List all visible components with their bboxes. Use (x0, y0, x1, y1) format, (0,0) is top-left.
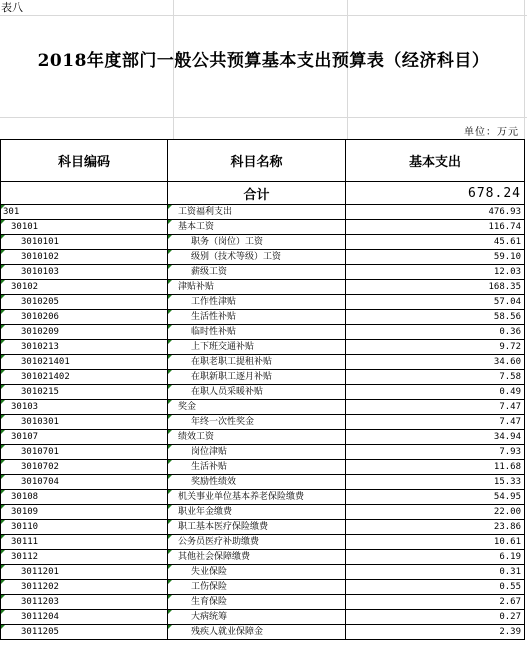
table-row (1, 625, 525, 640)
header-name: 科目名称 (168, 140, 346, 182)
name-cell (168, 550, 346, 565)
cell-marker-icon (168, 265, 172, 269)
code-cell (1, 595, 168, 610)
cell-marker-icon (168, 385, 172, 389)
cell-marker-icon (1, 310, 5, 314)
cell-marker-icon (168, 430, 172, 434)
cell-marker-icon (168, 580, 172, 584)
code-cell (1, 580, 168, 595)
table-row (1, 580, 525, 595)
code-text: 30108 (11, 492, 39, 502)
code-cell (1, 445, 168, 460)
name-text: 在职新职工逐月补贴 (191, 372, 273, 382)
amount-cell: 2.67 (346, 595, 525, 610)
code-cell (1, 505, 168, 520)
cell-marker-icon (168, 505, 172, 509)
name-text: 上下班交通补贴 (191, 342, 255, 352)
unit-label: 单位：万元 (464, 127, 519, 138)
amount-cell: 0.55 (346, 580, 525, 595)
total-code-cell (1, 182, 168, 205)
name-text: 生育保险 (191, 597, 228, 607)
cell-marker-icon (168, 370, 172, 374)
name-text: 奖金 (178, 402, 197, 412)
name-text: 大病统筹 (191, 612, 228, 622)
code-cell (1, 520, 168, 535)
name-cell (168, 295, 346, 310)
amount-cell: 7.47 (346, 415, 525, 430)
name-text: 薪级工资 (191, 267, 228, 277)
code-text: 3010301 (21, 417, 59, 427)
table-row (1, 355, 525, 370)
gridline (0, 15, 527, 16)
name-cell (168, 625, 346, 640)
cell-marker-icon (168, 400, 172, 404)
name-text: 岗位津贴 (191, 447, 228, 457)
table-row (1, 490, 525, 505)
cell-marker-icon (168, 445, 172, 449)
code-text: 3010103 (21, 267, 59, 277)
name-cell (168, 385, 346, 400)
code-cell (1, 565, 168, 580)
name-text: 级别（技术等级）工资 (191, 252, 282, 262)
cell-marker-icon (1, 205, 5, 209)
name-cell (168, 415, 346, 430)
table-row (1, 505, 525, 520)
cell-marker-icon (1, 625, 5, 629)
cell-marker-icon (1, 610, 5, 614)
cell-marker-icon (168, 595, 172, 599)
name-cell (168, 580, 346, 595)
table-row (1, 430, 525, 445)
code-cell (1, 400, 168, 415)
cell-marker-icon (1, 415, 5, 419)
name-text: 临时性补贴 (191, 327, 237, 337)
table-row (1, 205, 525, 220)
amount-cell: 9.72 (346, 340, 525, 355)
code-cell (1, 250, 168, 265)
code-text: 30112 (11, 552, 39, 562)
table-row (1, 310, 525, 325)
cell-marker-icon (168, 325, 172, 329)
name-text: 生活补贴 (191, 462, 228, 472)
gridline (0, 117, 527, 118)
code-text: 30107 (11, 432, 39, 442)
amount-cell: 57.04 (346, 295, 525, 310)
cell-marker-icon (1, 280, 5, 284)
cell-marker-icon (1, 505, 5, 509)
header-amount: 基本支出 (346, 140, 525, 182)
cell-marker-icon (168, 295, 172, 299)
name-text: 在职老职工提租补贴 (191, 357, 273, 367)
name-cell (168, 325, 346, 340)
code-cell (1, 205, 168, 220)
name-cell (168, 565, 346, 580)
cell-marker-icon (168, 415, 172, 419)
cell-marker-icon (1, 400, 5, 404)
code-text: 30102 (11, 282, 39, 292)
name-cell (168, 475, 346, 490)
amount-cell: 168.35 (346, 280, 525, 295)
table-row (1, 610, 525, 625)
sheet-label: 表八 (1, 1, 23, 14)
amount-cell: 58.56 (346, 310, 525, 325)
code-cell (1, 430, 168, 445)
name-text: 在职人员采暖补贴 (191, 387, 264, 397)
cell-marker-icon (168, 625, 172, 629)
code-text: 30109 (11, 507, 39, 517)
table-row (1, 265, 525, 280)
cell-marker-icon (1, 535, 5, 539)
code-text: 3010206 (21, 312, 59, 322)
header-row (1, 140, 525, 182)
name-text: 失业保险 (191, 567, 228, 577)
code-text: 3011202 (21, 582, 59, 592)
cell-marker-icon (1, 430, 5, 434)
amount-cell: 54.95 (346, 490, 525, 505)
name-text: 年终一次性奖金 (191, 417, 255, 427)
cell-marker-icon (168, 550, 172, 554)
name-text: 残疾人就业保障金 (191, 627, 264, 637)
amount-cell: 0.49 (346, 385, 525, 400)
name-text: 工资福利支出 (178, 207, 233, 217)
amount-cell: 6.19 (346, 550, 525, 565)
code-cell (1, 295, 168, 310)
name-cell (168, 265, 346, 280)
budget-table (0, 139, 525, 640)
amount-cell: 476.93 (346, 205, 525, 220)
code-text: 3010101 (21, 237, 59, 247)
amount-cell: 7.47 (346, 400, 525, 415)
code-cell (1, 310, 168, 325)
cell-marker-icon (168, 280, 172, 284)
table-row (1, 595, 525, 610)
table-row (1, 340, 525, 355)
amount-cell: 0.36 (346, 325, 525, 340)
table-row (1, 295, 525, 310)
code-cell (1, 340, 168, 355)
amount-cell: 7.93 (346, 445, 525, 460)
amount-cell: 2.39 (346, 625, 525, 640)
name-cell (168, 310, 346, 325)
code-text: 3010702 (21, 462, 59, 472)
cell-marker-icon (168, 235, 172, 239)
name-cell (168, 355, 346, 370)
code-text: 3010205 (21, 297, 59, 307)
amount-cell: 34.60 (346, 355, 525, 370)
amount-cell: 22.00 (346, 505, 525, 520)
table-row (1, 325, 525, 340)
table-row (1, 460, 525, 475)
name-cell (168, 520, 346, 535)
name-cell (168, 610, 346, 625)
code-cell (1, 625, 168, 640)
name-cell (168, 205, 346, 220)
code-cell (1, 280, 168, 295)
code-text: 301021401 (21, 357, 70, 367)
code-text: 30103 (11, 402, 39, 412)
code-text: 30110 (11, 522, 39, 532)
code-text: 3010209 (21, 327, 59, 337)
code-cell (1, 475, 168, 490)
name-cell (168, 505, 346, 520)
name-cell (168, 445, 346, 460)
name-text: 其他社会保障缴费 (178, 552, 251, 562)
table-row (1, 235, 525, 250)
name-cell (168, 220, 346, 235)
cell-marker-icon (1, 325, 5, 329)
cell-marker-icon (168, 535, 172, 539)
name-text: 津贴补贴 (178, 282, 215, 292)
amount-cell: 0.31 (346, 565, 525, 580)
code-cell (1, 610, 168, 625)
cell-marker-icon (1, 460, 5, 464)
code-text: 3010701 (21, 447, 59, 457)
cell-marker-icon (168, 490, 172, 494)
name-text: 工伤保险 (191, 582, 228, 592)
name-text: 基本工资 (178, 222, 215, 232)
header-code: 科目编码 (1, 140, 168, 182)
amount-cell: 11.68 (346, 460, 525, 475)
total-row (1, 182, 525, 205)
table-row (1, 565, 525, 580)
name-cell (168, 595, 346, 610)
amount-cell: 15.33 (346, 475, 525, 490)
name-text: 生活性补贴 (191, 312, 237, 322)
cell-marker-icon (1, 220, 5, 224)
cell-marker-icon (168, 205, 172, 209)
name-text: 职工基本医疗保险缴费 (178, 522, 269, 532)
amount-cell: 10.61 (346, 535, 525, 550)
total-label: 合计 (168, 182, 346, 205)
code-cell (1, 235, 168, 250)
cell-marker-icon (1, 595, 5, 599)
cell-marker-icon (1, 520, 5, 524)
name-cell (168, 340, 346, 355)
cell-marker-icon (168, 565, 172, 569)
code-text: 30111 (11, 537, 39, 547)
table-row (1, 280, 525, 295)
code-cell (1, 535, 168, 550)
amount-cell: 59.10 (346, 250, 525, 265)
page-title: 2018年度部门一般公共预算基本支出预算表（经济科目） (37, 51, 490, 71)
cell-marker-icon (1, 490, 5, 494)
code-cell (1, 385, 168, 400)
cell-marker-icon (1, 550, 5, 554)
cell-marker-icon (1, 565, 5, 569)
code-text: 3011203 (21, 597, 59, 607)
cell-marker-icon (168, 520, 172, 524)
cell-marker-icon (1, 295, 5, 299)
code-cell (1, 550, 168, 565)
code-cell (1, 415, 168, 430)
name-cell (168, 370, 346, 385)
cell-marker-icon (168, 610, 172, 614)
code-cell (1, 490, 168, 505)
code-cell (1, 265, 168, 280)
name-cell (168, 400, 346, 415)
name-cell (168, 490, 346, 505)
table-row (1, 520, 525, 535)
code-text: 3010215 (21, 387, 59, 397)
amount-cell: 23.86 (346, 520, 525, 535)
name-cell (168, 460, 346, 475)
cell-marker-icon (168, 475, 172, 479)
code-text: 30101 (11, 222, 39, 232)
table-row (1, 445, 525, 460)
table-row (1, 220, 525, 235)
name-text: 职业年金缴费 (178, 507, 233, 517)
table-row (1, 385, 525, 400)
table-row (1, 250, 525, 265)
name-text: 工作性津贴 (191, 297, 237, 307)
name-text: 奖励性绩效 (191, 477, 237, 487)
code-cell (1, 220, 168, 235)
cell-marker-icon (1, 370, 5, 374)
cell-marker-icon (1, 580, 5, 584)
cell-marker-icon (1, 445, 5, 449)
table-row (1, 370, 525, 385)
table-row (1, 535, 525, 550)
code-text: 3011204 (21, 612, 59, 622)
cell-marker-icon (1, 475, 5, 479)
amount-cell: 7.58 (346, 370, 525, 385)
cell-marker-icon (1, 340, 5, 344)
name-text: 绩效工资 (178, 432, 215, 442)
amount-cell: 45.61 (346, 235, 525, 250)
name-cell (168, 535, 346, 550)
cell-marker-icon (1, 385, 5, 389)
code-text: 3010704 (21, 477, 59, 487)
code-cell (1, 370, 168, 385)
table-row (1, 475, 525, 490)
cell-marker-icon (168, 355, 172, 359)
name-cell (168, 280, 346, 295)
cell-marker-icon (1, 235, 5, 239)
code-text: 3010102 (21, 252, 59, 262)
name-text: 机关事业单位基本养老保险缴费 (178, 492, 305, 502)
code-text: 3011205 (21, 627, 59, 637)
amount-cell: 12.03 (346, 265, 525, 280)
code-text: 301021402 (21, 372, 70, 382)
amount-cell: 116.74 (346, 220, 525, 235)
cell-marker-icon (168, 310, 172, 314)
code-cell (1, 325, 168, 340)
table-row (1, 400, 525, 415)
table-row (1, 415, 525, 430)
name-text: 职务（岗位）工资 (191, 237, 264, 247)
cell-marker-icon (168, 220, 172, 224)
code-text: 3011201 (21, 567, 59, 577)
code-text: 3010213 (21, 342, 59, 352)
code-cell (1, 460, 168, 475)
cell-marker-icon (1, 250, 5, 254)
cell-marker-icon (1, 265, 5, 269)
amount-cell: 0.27 (346, 610, 525, 625)
name-cell (168, 235, 346, 250)
total-amount: 678.24 (346, 182, 525, 205)
code-cell (1, 355, 168, 370)
name-text: 公务员医疗补助缴费 (178, 537, 260, 547)
cell-marker-icon (168, 250, 172, 254)
name-cell (168, 250, 346, 265)
cell-marker-icon (1, 355, 5, 359)
name-cell (168, 430, 346, 445)
table-row (1, 550, 525, 565)
cell-marker-icon (168, 340, 172, 344)
code-text: 301 (3, 207, 20, 217)
cell-marker-icon (168, 460, 172, 464)
amount-cell: 34.94 (346, 430, 525, 445)
